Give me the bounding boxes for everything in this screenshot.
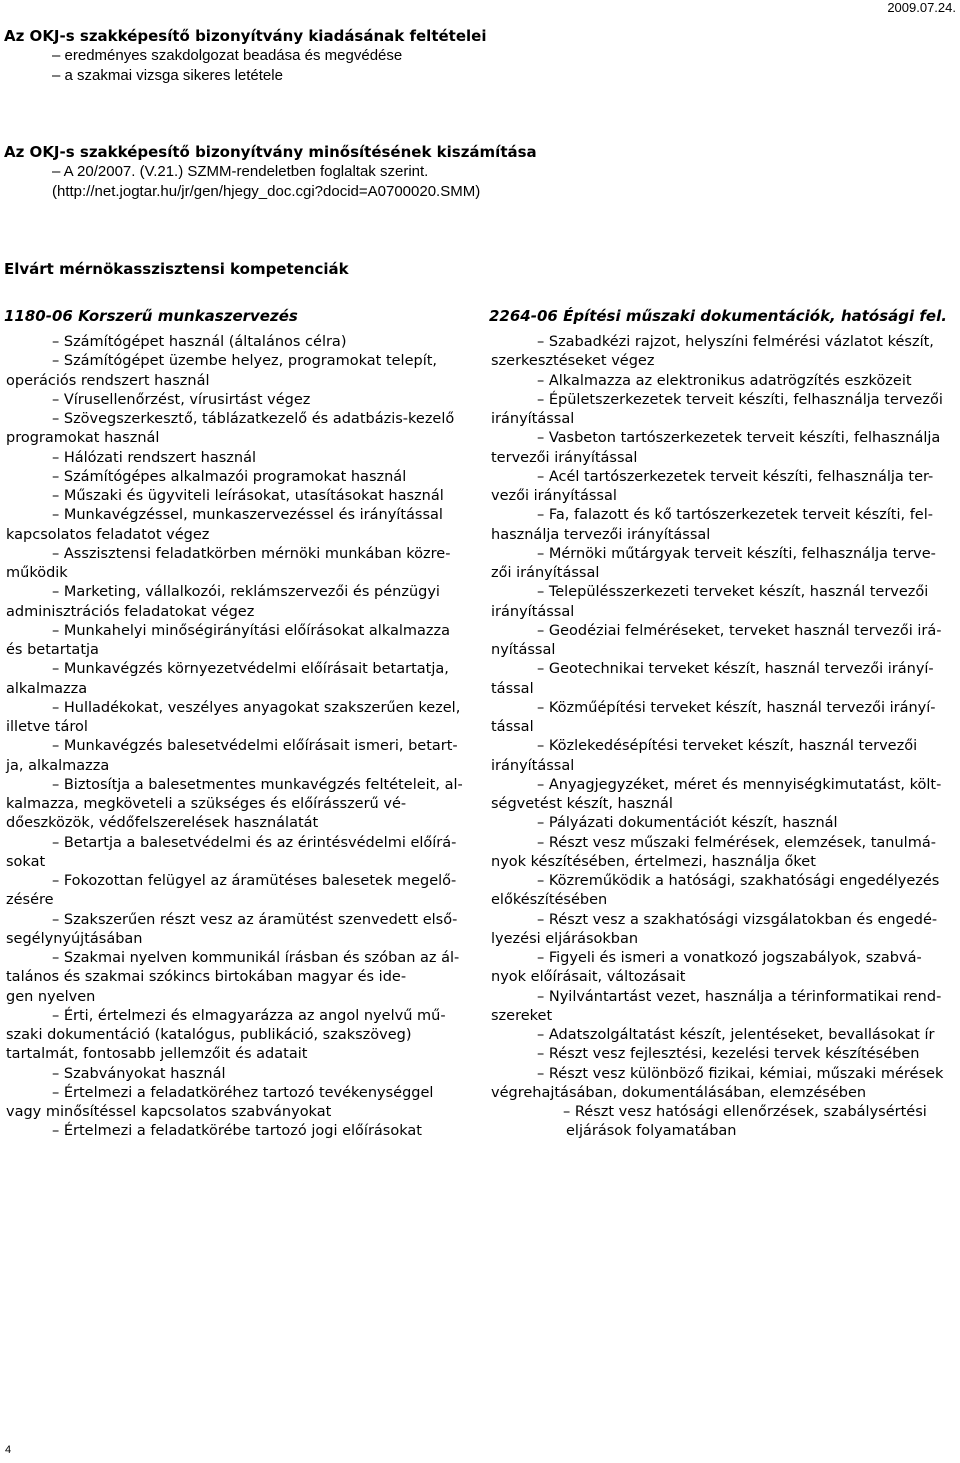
document-date: 2009.07.24. <box>887 0 956 15</box>
list-line: – Közlekedésépítési terveket készít, használ tervezői <box>537 738 918 755</box>
section-title-competencies: Elvárt mérnökasszisztensi kompetenciák <box>4 260 349 278</box>
list-line: alkalmazza <box>6 680 88 697</box>
list-line: vagy minősítéssel kapcsolatos szabványokat <box>6 1104 332 1120</box>
list-line: irányítással <box>491 603 575 620</box>
list-line: – Részt vesz különböző fizikai, kémiai, műszaki mérések <box>537 1065 944 1082</box>
list-line: eljárások folyamatában <box>566 1123 737 1140</box>
list-line: ja, alkalmazza <box>6 757 110 774</box>
module-heading-1180-06: 1180-06 Korszerű munkaszervezés <box>4 307 298 325</box>
list-line: – Részt vesz a szakhatósági vizsgálatokban és engedé- <box>537 911 938 928</box>
list-line: operációs rendszert használ <box>6 372 210 389</box>
list-line: szaki dokumentáció (katalógus, publikáció, szakszöveg) <box>6 1027 412 1043</box>
list-line: – Munkahelyi minőségirányítási előírásokat alkalmazza <box>52 622 450 639</box>
section-title-qualification-calculation: Az OKJ-s szakképesítő bizonyítvány minősítésének kiszámítása <box>4 143 537 161</box>
list-line: nyítással <box>491 642 556 658</box>
list-line: tással <box>491 680 534 697</box>
list-line: – Hálózati rendszert használ <box>52 449 257 466</box>
list-line: működik <box>6 565 68 581</box>
list-line: – Szabadkézi rajzot, helyszíni felmérési vázlatot készít, <box>537 334 934 350</box>
list-line: szereket <box>491 1007 553 1024</box>
list-line: – Geodéziai felméréseket, terveket használ tervezői irá- <box>537 622 942 639</box>
list-line: – Közreműködik a hatósági, szakhatósági engedélyezés <box>537 873 940 889</box>
list-line: – Számítógépet üzembe helyez, programokat telepít, <box>52 353 438 370</box>
list-line: szerkesztéseket végez <box>491 353 655 370</box>
list-line: – Marketing, vállalkozói, reklámszervezői és pénzügyi <box>52 584 440 601</box>
list-line: – Fokozottan felügyel az áramütéses balesetek megelő- <box>52 873 457 889</box>
list-line: végrehajtásában, dokumentálásában, elemzésében <box>491 1084 867 1101</box>
list-line: – Vasbeton tartószerkezetek terveit készíti, felhasználja <box>537 430 941 447</box>
condition-item: – eredményes szakdolgozat beadása és megvédése <box>52 47 403 64</box>
list-line: – Szakszerűen részt vesz az áramütést szenvedett első- <box>52 911 458 928</box>
right-competency-list <box>0 333 943 1142</box>
list-line: ségvetést készít, használ <box>491 796 673 812</box>
list-line: tással <box>491 719 534 735</box>
list-line: zői irányítással <box>491 565 600 581</box>
list-line: – Figyeli és ismeri a vonatkozó jogszabályok, szabvá- <box>537 950 922 966</box>
page-number: 4 <box>5 1444 12 1456</box>
list-line: gen nyelven <box>6 988 96 1005</box>
section-title-issuance-conditions: Az OKJ-s szakképesítő bizonyítvány kiadásának feltételei <box>4 27 487 45</box>
list-line: talános és szakmai szókincs birtokában magyar és ide- <box>6 969 407 986</box>
list-line: – Értelmezi a feladatköréhez tartozó tevékenységgel <box>52 1084 434 1101</box>
list-line: kalmazza, megköveteli a szükséges és előírásszerű vé- <box>6 796 407 812</box>
list-line: – Munkavégzés balesetvédelmi előírásait ismeri, betart- <box>52 738 458 755</box>
list-line: tervezői irányítással <box>491 449 638 466</box>
list-line: előkészítésében <box>491 892 608 909</box>
list-line: adminisztrációs feladatokat végez <box>6 603 255 620</box>
regulation-url: (http://net.jogtar.hu/jr/gen/hjegy_doc.cgi?docid=A0700020.SMM) <box>52 183 481 200</box>
list-line: – Épületszerkezetek terveit készíti, felhasználja tervezői <box>537 391 943 408</box>
list-line: – Szabványokat használ <box>52 1065 226 1082</box>
list-line: – Munkavégzéssel, munkaszervezéssel és irányítással <box>52 507 443 524</box>
list-line: irányítással <box>491 411 575 427</box>
condition-item: – a szakmai vizsga sikeres letétele <box>52 67 283 84</box>
list-line: lyezési eljárásokban <box>491 930 639 947</box>
list-line: használja tervezői irányítással <box>491 526 711 543</box>
list-line: dőeszközök, védőfelszerelések használatát <box>6 815 319 832</box>
list-line: segélynyújtásában <box>6 930 143 947</box>
list-line: irányítással <box>491 757 575 774</box>
list-line: – Számítógépet használ (általános célra) <box>52 334 347 350</box>
list-line: – Érti, értelmezi és elmagyarázza az angol nyelvű mű- <box>52 1007 446 1024</box>
list-line: – Szakmai nyelven kommunikál írásban és szóban az ál- <box>52 950 460 966</box>
list-line: – Számítógépes alkalmazói programokat használ <box>52 468 407 485</box>
list-line: – Alkalmazza az elektronikus adatrögzítés eszközeit <box>537 372 912 389</box>
list-line: – Vírusellenőrzést, vírusirtást végez <box>52 391 311 408</box>
list-line: vezői irányítással <box>491 488 617 504</box>
list-line: tartalmát, fontosabb jellemzőit és adatait <box>6 1046 308 1063</box>
list-line: – Munkavégzés környezetvédelmi előírásait betartatja, <box>52 661 449 678</box>
list-line: – Közműépítési terveket készít, használ tervezői irányí- <box>537 699 936 716</box>
list-line: – Részt vesz fejlesztési, kezelési tervek készítésében <box>537 1046 920 1063</box>
list-line: sokat <box>6 853 46 870</box>
regulation-reference: – A 20/2007. (V.21.) SZMM-rendeletben foglaltak szerint. <box>52 163 429 180</box>
list-line: – Részt vesz hatósági ellenőrzések, szabálysértési <box>563 1104 927 1120</box>
list-line: illetve tárol <box>6 719 88 735</box>
list-line: programokat használ <box>6 430 160 447</box>
list-line: kapcsolatos feladatot végez <box>6 526 210 543</box>
list-line: – Betartja a balesetvédelmi és az érintésvédelmi előírá- <box>52 834 457 851</box>
list-line: – Településszerkezeti terveket készít, használ tervezői <box>537 584 929 601</box>
list-line: – Biztosítja a balesetmentes munkavégzés feltételeit, al- <box>52 776 463 793</box>
list-line: – Asszisztensi feladatkörben mérnöki munkában közre- <box>52 545 451 562</box>
list-line: – Anyagjegyzéket, méret és mennyiségkimutatást, költ- <box>537 776 942 793</box>
list-line: – Nyilvántartást vezet, használja a térinformatikai rend- <box>537 988 942 1005</box>
list-line: – Szövegszerkesztő, táblázatkezelő és adatbázis-kezelő <box>52 411 455 427</box>
list-line: – Értelmezi a feladatkörébe tartozó jogi előírásokat <box>52 1123 422 1140</box>
list-line: nyok készítésében, értelmezi, használja őket <box>491 853 816 870</box>
list-line: – Részt vesz műszaki felmérések, elemzések, tanulmá- <box>537 834 936 851</box>
list-line: – Fa, falazott és kő tartószerkezetek terveit készíti, fel- <box>537 507 933 524</box>
list-line: – Műszaki és ügyviteli leírásokat, utasításokat használ <box>52 488 444 504</box>
list-line: nyok előírásait, változásait <box>491 969 686 986</box>
list-line: – Acél tartószerkezetek terveit készíti, felhasználja ter- <box>537 468 934 485</box>
list-line: – Adatszolgáltatást készít, jelentéseket, bevallásokat ír <box>537 1027 935 1043</box>
list-line: – Hulladékokat, veszélyes anyagokat szakszerűen kezel, <box>52 699 461 716</box>
list-line: – Pályázati dokumentációt készít, használ <box>537 815 838 832</box>
list-line: zésére <box>6 892 54 909</box>
list-line: – Mérnöki műtárgyak terveit készíti, felhasználja terve- <box>537 545 936 562</box>
module-heading-2264-06: 2264-06 Építési műszaki dokumentációk, hatósági fel. <box>489 307 947 325</box>
list-line: – Geotechnikai terveket készít, használ tervezői irányí- <box>537 661 934 678</box>
list-line: és betartatja <box>6 642 99 658</box>
